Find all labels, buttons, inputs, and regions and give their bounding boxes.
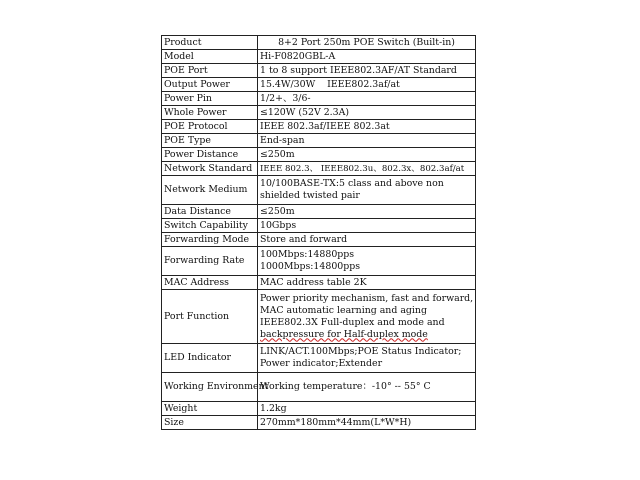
- spec-value: 270mm*180mm*44mm(L*W*H): [258, 416, 476, 430]
- table-row: [162, 290, 476, 344]
- spec-label: Size: [162, 416, 258, 430]
- table-row: [162, 373, 476, 402]
- spec-value: 10/100BASE-TX:5 class and above non shielded twisted pair: [258, 176, 476, 205]
- table-row: [162, 247, 476, 276]
- spec-value: [258, 247, 476, 276]
- table-row: [162, 148, 476, 162]
- spec-value-line: MAC automatic learning and aging: [260, 304, 427, 316]
- spec-value-line: 1000Mbps:14800pps: [260, 261, 361, 272]
- spec-value-line: Power priority mechanism, fast and forward,: [260, 292, 474, 304]
- spec-value: ≤120W (52V 2.3A): [258, 106, 476, 120]
- spec-value: ≤250m: [258, 148, 476, 162]
- spec-value-line: 100Mbps:14880pps: [260, 249, 355, 260]
- spec-value: End-span: [258, 134, 476, 148]
- spec-value: ≤250m: [258, 205, 476, 219]
- table-row: [162, 205, 476, 219]
- spec-label: Switch Capability: [162, 219, 258, 233]
- spec-value-line: IEEE802.3X Full-duplex and mode and: [260, 316, 445, 328]
- table-row: [162, 162, 476, 176]
- spec-value-line: LINK/ACT.100Mbps;POE Status Indicator;: [260, 346, 462, 357]
- table-row: [162, 276, 476, 290]
- spec-label: Port Function: [162, 290, 258, 344]
- spec-label: Network Standard: [162, 162, 258, 176]
- spec-value: MAC address table 2K: [258, 276, 476, 290]
- spec-value: [258, 344, 476, 373]
- spec-value: 8+2 Port 250m POE Switch (Built-in): [258, 36, 476, 50]
- spec-label: POE Protocol: [162, 120, 258, 134]
- spec-value-line: backpressure for Half-duplex mode: [260, 328, 428, 340]
- table-row: [162, 78, 476, 92]
- spec-value: 10Gbps: [258, 219, 476, 233]
- spec-label: Power Distance: [162, 148, 258, 162]
- table-row: [162, 120, 476, 134]
- table-row: [162, 416, 476, 430]
- specification-table: [161, 35, 476, 430]
- spec-value: Store and forward: [258, 233, 476, 247]
- spec-value: [258, 290, 476, 344]
- spec-value: Hi-F0820GBL-A: [258, 50, 476, 64]
- spec-label: Whole Power: [162, 106, 258, 120]
- table-row: [162, 50, 476, 64]
- table-row: [162, 36, 476, 50]
- spec-label: Product: [162, 36, 258, 50]
- spec-label: LED Indicator: [162, 344, 258, 373]
- spec-label: Forwarding Rate: [162, 247, 258, 276]
- spec-label: POE Type: [162, 134, 258, 148]
- spec-label: MAC Address: [162, 276, 258, 290]
- spec-label: Model: [162, 50, 258, 64]
- spec-value: IEEE 802.3af/IEEE 802.3at: [258, 120, 476, 134]
- spec-value: Working temperature：-10° -- 55° C: [258, 373, 476, 402]
- table-row: [162, 92, 476, 106]
- spec-label: Working Environment: [162, 373, 258, 402]
- spec-label: Weight: [162, 402, 258, 416]
- spec-label: Output Power: [162, 78, 258, 92]
- spec-value: 1.2kg: [258, 402, 476, 416]
- table-row: [162, 344, 476, 373]
- table-row: [162, 219, 476, 233]
- spec-label: POE Port: [162, 64, 258, 78]
- spec-value: 1 to 8 support IEEE802.3AF/AT Standard: [258, 64, 476, 78]
- table-row: [162, 233, 476, 247]
- table-row: [162, 64, 476, 78]
- table-row: [162, 134, 476, 148]
- spec-value: 1/2+、3/6-: [258, 92, 476, 106]
- spec-value: 15.4W/30W IEEE802.3af/at: [258, 78, 476, 92]
- spec-label: Network Medium: [162, 176, 258, 205]
- spec-label: Data Distance: [162, 205, 258, 219]
- spec-value-line: Power indicator;Extender: [260, 358, 383, 369]
- spec-value: IEEE 802.3、 IEEE802.3u、802.3x、802.3af/at: [258, 162, 476, 176]
- spec-label: Forwarding Mode: [162, 233, 258, 247]
- table-row: [162, 106, 476, 120]
- table-row: [162, 402, 476, 416]
- table-row: [162, 176, 476, 205]
- spec-label: Power Pin: [162, 92, 258, 106]
